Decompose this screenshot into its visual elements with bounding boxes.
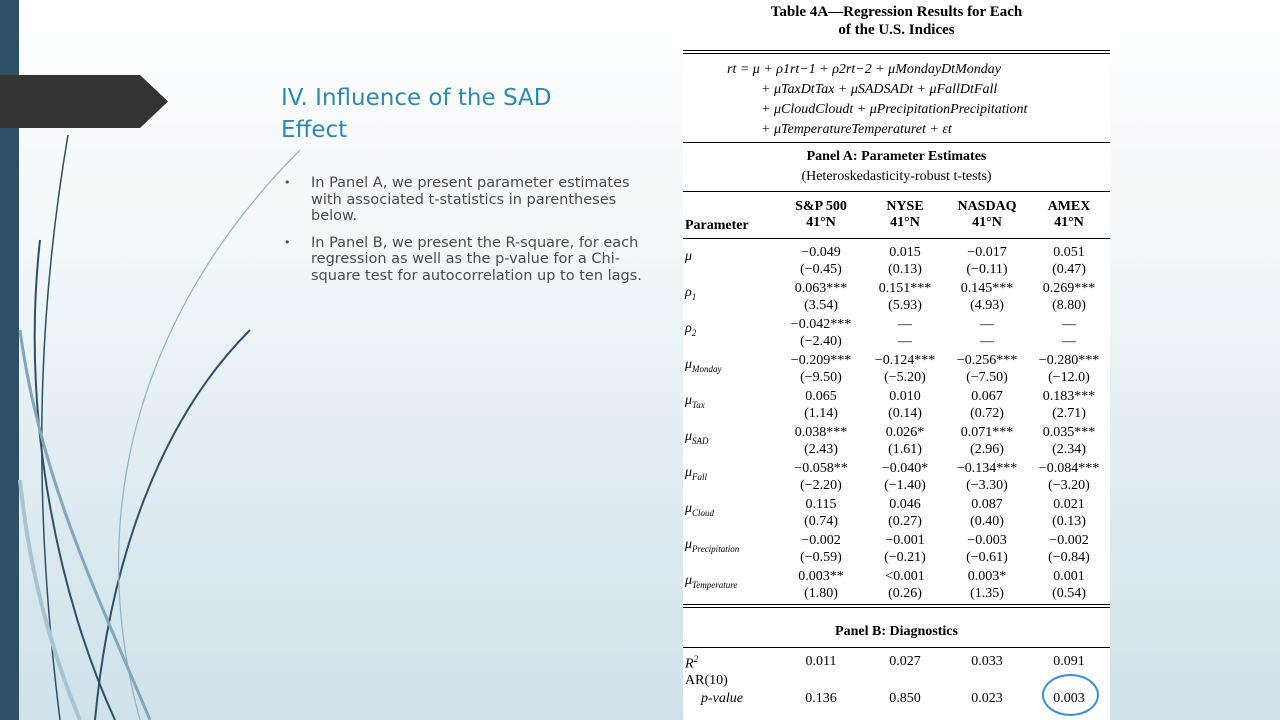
column-latitude: 41°N [1054, 215, 1084, 230]
panel-a-title: Panel A: Parameter Estimates [806, 149, 987, 164]
rule [683, 53, 1110, 54]
estimate-cell: 0.115 [805, 497, 837, 512]
equation-line: + μCloudCloudt + μPrecipitationPrecipitationt [761, 102, 1028, 117]
title-tab-shape [0, 75, 168, 128]
column-name: NASDAQ [957, 199, 1017, 214]
bullet-item [284, 235, 644, 285]
diagnostic-cell: 0.023 [971, 691, 1003, 706]
estimate-cell: 0.046 [889, 497, 921, 512]
column-header [779, 199, 863, 231]
estimate-cell: −0.003 [967, 533, 1007, 548]
diagnostic-label: AR(10) [685, 673, 728, 688]
estimate-cell: 0.087 [971, 497, 1003, 512]
diagnostic-cell: 0.033 [971, 654, 1003, 669]
estimate-cell: — [898, 317, 912, 332]
estimate-cell: 0.063*** [794, 281, 848, 296]
estimate-cell: 0.151*** [878, 281, 932, 296]
column-latitude: 41°N [972, 215, 1002, 230]
estimate-cell: −0.001 [885, 533, 925, 548]
estimate-cell: 0.269*** [1042, 281, 1096, 296]
parameter-label: $\mu_{Temperature}$ [685, 573, 738, 590]
parameter-subscript: Temperature [692, 579, 738, 590]
rule [683, 50, 1110, 51]
diagnostic-cell: 0.011 [805, 654, 837, 669]
t-stat-cell: (5.93) [888, 298, 922, 313]
estimate-cell: 0.010 [889, 389, 921, 404]
equation-line: rt = μ + ρ1rt−1 + ρ2rt−2 + μMondayDtMonday [727, 62, 1001, 77]
t-stat-cell: (−2.40) [800, 334, 842, 349]
column-name: AMEX [1047, 199, 1091, 214]
t-stat-cell: (−0.11) [966, 262, 1008, 277]
estimate-cell: 0.001 [1053, 569, 1085, 584]
estimate-cell: −0.134*** [956, 461, 1018, 476]
column-header [863, 199, 947, 231]
t-stat-cell: (−3.20) [1048, 478, 1090, 493]
t-stat-cell: (−5.20) [884, 370, 926, 385]
t-stat-cell: (0.13) [1052, 514, 1086, 529]
parameter-subscript: Precipitation [692, 543, 740, 554]
estimate-cell: — [1062, 317, 1076, 332]
t-stat-cell: (2.34) [1052, 442, 1086, 457]
t-stat-cell: (0.14) [888, 406, 922, 421]
t-stat-cell: (−7.50) [966, 370, 1008, 385]
bullet-text: In Panel A, we present parameter estimates with associated t-statistics in parentheses below. [311, 175, 630, 224]
regression-table-image [683, 0, 1110, 720]
parameter-label: $\mu_{Fall}$ [685, 465, 708, 482]
column-name: NYSE [886, 199, 924, 214]
t-stat-cell: (0.47) [1052, 262, 1086, 277]
parameter-subscript: Tax [692, 399, 705, 410]
t-stat-cell: — [1062, 334, 1076, 349]
rule [683, 191, 1110, 192]
panel-b-title: Panel B: Diagnostics [835, 624, 958, 639]
parameter-subscript: 1 [691, 291, 697, 302]
parameter-label: $\mu_{Cloud}$ [685, 501, 715, 518]
rule [683, 647, 1110, 648]
panel-a-subtitle: (Heteroskedasticity-robust t-tests) [801, 169, 992, 184]
t-stat-cell: (0.74) [804, 514, 838, 529]
t-stat-cell: (−9.50) [800, 370, 842, 385]
t-stat-cell: (3.54) [804, 298, 838, 313]
t-stat-cell: (0.13) [888, 262, 922, 277]
estimate-cell: 0.038*** [794, 425, 848, 440]
parameter-header: Parameter [685, 218, 749, 233]
estimate-cell: −0.256*** [956, 353, 1018, 368]
t-stat-cell: (−2.20) [800, 478, 842, 493]
column-name: S&P 500 [795, 199, 847, 214]
bullet-item [284, 175, 644, 225]
estimate-cell: −0.002 [1049, 533, 1089, 548]
estimate-cell: 0.065 [805, 389, 837, 404]
estimate-cell: −0.280*** [1038, 353, 1100, 368]
t-stat-cell: (4.93) [970, 298, 1004, 313]
estimate-cell: 0.035*** [1042, 425, 1096, 440]
estimate-cell: 0.145*** [960, 281, 1014, 296]
table-title-line-1: Table 4A—Regression Results for Each [770, 4, 1023, 20]
t-stat-cell: (2.96) [970, 442, 1004, 457]
estimate-cell: −0.084*** [1038, 461, 1100, 476]
parameter-subscript: SAD [692, 435, 709, 446]
equation-line: + μTaxDtTax + μSADSADt + μFallDtFall [761, 82, 998, 97]
bullet-list [284, 175, 644, 294]
rule [683, 607, 1110, 608]
estimate-cell: 0.003* [967, 569, 1007, 584]
estimate-cell: −0.058** [794, 461, 848, 476]
t-stat-cell: (1.61) [888, 442, 922, 457]
estimate-cell: 0.021 [1053, 497, 1085, 512]
estimate-cell: −0.124*** [874, 353, 936, 368]
t-stat-cell: (1.35) [970, 586, 1004, 601]
diagnostic-label: $R^2$ [685, 654, 699, 672]
parameter-subscript: 2 [691, 327, 697, 338]
column-latitude: 41°N [890, 215, 920, 230]
rule [683, 238, 1110, 239]
bullet-glyph: • [284, 235, 291, 249]
parameter-label: $\mu_{SAD}$ [685, 429, 709, 446]
t-stat-cell: (1.14) [804, 406, 838, 421]
bullet-glyph: • [284, 176, 291, 189]
estimate-cell: 0.067 [971, 389, 1003, 404]
rule [683, 604, 1110, 605]
rule [683, 142, 1110, 143]
t-stat-cell: (−0.21) [884, 550, 926, 565]
estimate-cell: 0.071*** [960, 425, 1014, 440]
t-stat-cell: (−0.45) [800, 262, 842, 277]
table-title-line-2: of the U.S. Indices [838, 22, 955, 38]
parameter-label: $\rho_1$ [685, 285, 697, 302]
t-stat-cell: (0.72) [970, 406, 1004, 421]
diagnostic-label: p-value [701, 691, 743, 706]
t-stat-cell: (8.80) [1052, 298, 1086, 313]
t-stat-cell: (0.27) [888, 514, 922, 529]
t-stat-cell: (−1.40) [884, 478, 926, 493]
estimate-cell: — [980, 317, 994, 332]
t-stat-cell: (−0.59) [800, 550, 842, 565]
column-header [1027, 199, 1110, 231]
t-stat-cell: (0.26) [888, 586, 922, 601]
parameter-subscript: Cloud [692, 507, 715, 518]
estimate-cell: −0.017 [967, 245, 1007, 260]
column-header [945, 199, 1029, 231]
estimate-cell: −0.209*** [790, 353, 852, 368]
parameter-label: μ [685, 249, 693, 264]
diagnostic-cell: 0.027 [889, 654, 921, 669]
t-stat-cell: (2.43) [804, 442, 838, 457]
estimate-cell: 0.003** [798, 569, 844, 584]
parameter-subscript: Fall [692, 471, 708, 482]
parameter-label: $\mu_{Tax}$ [685, 393, 705, 410]
estimate-cell: −0.049 [801, 245, 841, 260]
diagnostic-cell: 0.136 [805, 691, 837, 706]
estimate-cell: <0.001 [885, 569, 925, 584]
parameter-label: $\mu_{Monday}$ [685, 357, 722, 374]
t-stat-cell: — [898, 334, 912, 349]
t-stat-cell: (−12.0) [1048, 370, 1090, 385]
t-stat-cell: (−3.30) [966, 478, 1008, 493]
parameter-subscript: Monday [692, 363, 722, 374]
estimate-cell: 0.183*** [1042, 389, 1096, 404]
highlight-circle [1042, 674, 1099, 716]
t-stat-cell: (2.71) [1052, 406, 1086, 421]
slide-title: IV. Influence of the SAD Effect [281, 85, 552, 143]
column-latitude: 41°N [806, 215, 836, 230]
t-stat-cell: (1.80) [804, 586, 838, 601]
bullet-text: In Panel B, we present the R-square, for each regression as well as the p-value for a Chi-square test for autocorrelation up to ten lags. [311, 234, 642, 284]
parameter-label: $\mu_{Precipitation}$ [685, 537, 740, 554]
estimate-cell: −0.042*** [790, 317, 852, 332]
t-stat-cell: (−0.84) [1048, 550, 1090, 565]
equation-line: + μTemperatureTemperaturet + εt [761, 122, 952, 137]
estimate-cell: −0.040* [881, 461, 929, 476]
t-stat-cell: (0.54) [1052, 586, 1086, 601]
diagnostic-cell: 0.091 [1053, 654, 1085, 669]
t-stat-cell: (−0.61) [966, 550, 1008, 565]
t-stat-cell: (0.40) [970, 514, 1004, 529]
estimate-cell: 0.015 [889, 245, 921, 260]
parameter-label: $\rho_2$ [685, 321, 697, 338]
t-stat-cell: — [980, 334, 994, 349]
diagnostic-cell: 0.850 [889, 691, 921, 706]
estimate-cell: 0.026* [885, 425, 925, 440]
diagnostic-cell: 0.003 [1053, 691, 1085, 706]
estimate-cell: 0.051 [1053, 245, 1085, 260]
estimate-cell: −0.002 [801, 533, 841, 548]
